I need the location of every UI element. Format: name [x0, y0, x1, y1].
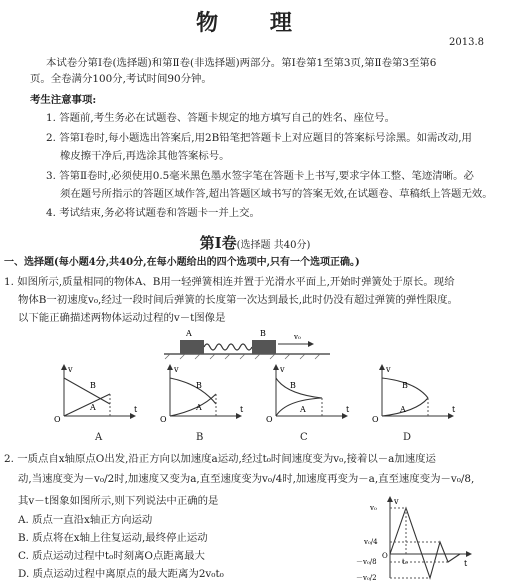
q2-vt-graph — [356, 496, 474, 582]
graph-c-origin: O — [266, 415, 273, 424]
choice-b-label: B — [196, 432, 204, 443]
note-item-3-cont: 须在题号所指示的答题区域作答,超出答题区域书写的答案无效,在试题卷、草稿纸上答题无效。 — [60, 188, 493, 200]
notes-heading: 考生注意事项: — [30, 94, 97, 106]
intro-line-2: 页。全卷满分100分,考试时间90分钟。 — [30, 73, 212, 85]
block-a-label: A — [186, 329, 192, 338]
graph-a-b: B — [90, 381, 96, 390]
q2-mv02-label: －v₀/2 — [356, 574, 377, 582]
q2-mv08-label: －v₀/8 — [356, 558, 377, 566]
graph-c — [266, 364, 350, 424]
graph-d-v: v — [386, 365, 391, 374]
graph-d-a: A — [400, 405, 406, 414]
q2-origin-label: O — [382, 552, 388, 560]
graph-d-b: B — [402, 381, 408, 390]
graph-c-t: t — [346, 405, 350, 414]
q2-axis-v: v — [394, 497, 399, 506]
exam-date: 2013.8 — [449, 37, 484, 48]
q2-line-3: 其v－t图象如图所示,则下列说法中正确的是 — [18, 495, 219, 507]
graph-a-v: v — [68, 365, 73, 374]
block-a — [180, 340, 204, 354]
choice-d-label: D — [403, 432, 412, 443]
note-item-3: 3. 答第Ⅱ卷时,必须使用0.5毫米黑色墨水签字笔在答题卡上书写,要求字体工整、笔迹清晰。必 — [46, 170, 474, 182]
note-item-1: 1. 答题前,考生务必在试题卷、答题卡规定的地方填写自己的姓名、座位号。 — [46, 112, 396, 124]
note-item-2: 2. 答第Ⅰ卷时,每小题选出答案后,用2B铅笔把答题卡上对应题目的答案标号涂黑。如需改动,用 — [46, 132, 472, 144]
block-b-label: B — [260, 329, 266, 338]
q2-line-1: 2. 一质点自x轴原点O出发,沿正方向以加速度a运动,经过t₀时间速度变为v₀,接着以－a加速度运 — [4, 453, 436, 465]
q2-v0-label: v₀ — [370, 504, 377, 512]
q2-t0-label: t₀ — [402, 558, 408, 566]
section-title-text: 第Ⅰ卷 — [199, 234, 237, 252]
section-subtitle: (选择题 共40分) — [236, 240, 311, 251]
graph-b-origin: O — [160, 415, 167, 424]
graph-a-a: A — [90, 403, 96, 412]
spring — [204, 344, 252, 350]
q1-line-3: 以下能正确描述两物体运动过程的v－t图像是 — [18, 312, 226, 324]
graph-d-t: t — [452, 405, 456, 414]
graph-a — [54, 364, 138, 424]
q2-option-c: C. 质点运动过程中t₀时刻离O点距离最大 — [18, 550, 205, 562]
graph-d — [372, 364, 456, 424]
note-item-2-cont: 橡皮擦干净后,再选涂其他答案标号。 — [60, 150, 230, 162]
graph-b-t: t — [240, 405, 244, 414]
section-title — [0, 232, 510, 253]
q2-v04-label: v₀/4 — [364, 538, 378, 546]
q1-setup-figure — [160, 324, 340, 360]
choice-c-label: C — [300, 432, 308, 443]
graph-c-v: v — [280, 365, 285, 374]
graph-a-t: t — [134, 405, 138, 414]
graph-b-v: v — [174, 365, 179, 374]
q1-vt-graphs — [50, 364, 470, 424]
graph-a-origin: O — [54, 415, 61, 424]
q2-axis-t: t — [464, 559, 468, 568]
block-b — [252, 340, 276, 354]
page-title: 物 理 — [196, 10, 314, 36]
graph-c-a: A — [300, 405, 306, 414]
q2-option-a: A. 质点一直沿x轴正方向运动 — [18, 514, 153, 526]
choice-a-label: A — [95, 432, 103, 443]
graph-b-a: A — [196, 403, 202, 412]
graph-c-b: B — [290, 381, 296, 390]
v0-label: v₀ — [294, 333, 301, 341]
q1-line-1: 1. 如图所示,质量相同的物体A、B用一轻弹簧相连并置于光滑水平面上,开始时弹簧处于原长。现给 — [4, 276, 455, 288]
intro-line-1: 本试卷分第Ⅰ卷(选择题)和第Ⅱ卷(非选择题)两部分。第Ⅰ卷第1至第3页,第Ⅱ卷第3至第6 — [46, 57, 437, 69]
graph-b-b: B — [196, 381, 202, 390]
graph-d-origin: O — [372, 415, 379, 424]
q2-line-2: 动,当速度变为－v₀/2时,加速度又变为a,直至速度变为v₀/4时,加速度再变为－a,直至速度变为－v₀/8, — [18, 473, 475, 485]
q1-line-2: 物体B一初速度v₀,经过一段时间后弹簧的长度第一次达到最长,此时仍没有超过弹簧的弹性限度。 — [18, 294, 458, 306]
q2-option-b: B. 质点将在x轴上往复运动,最终停止运动 — [18, 532, 208, 544]
graph-b — [160, 364, 244, 424]
part1-heading: 一、选择题(每小题4分,共40分,在每小题给出的四个选项中,只有一个选项正确。) — [4, 257, 360, 268]
velocity-arrowhead — [308, 341, 314, 347]
q2-option-d: D. 质点运动过程中离原点的最大距离为2v₀t₀ — [18, 568, 224, 580]
note-item-4: 4. 考试结束,务必将试题卷和答题卡一并上交。 — [46, 207, 260, 219]
